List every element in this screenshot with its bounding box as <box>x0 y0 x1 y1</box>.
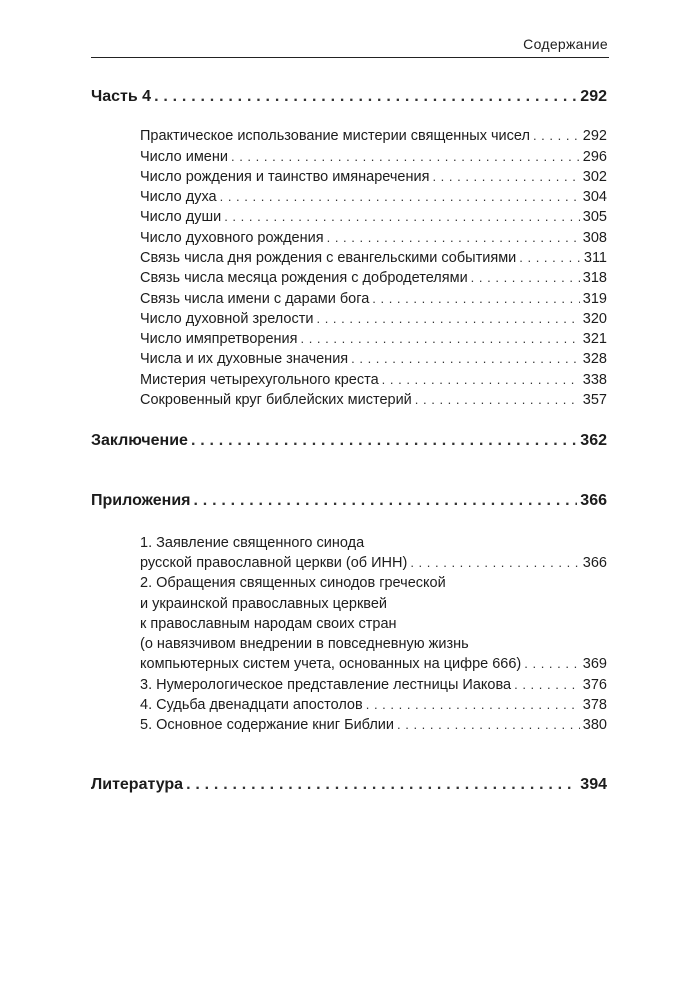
toc-item-page: 302 <box>582 169 607 185</box>
toc-item-title: Число имени <box>140 149 228 165</box>
toc-item[interactable] <box>140 372 607 388</box>
toc-item-page: 338 <box>582 372 607 388</box>
dot-leader <box>327 230 580 245</box>
appendix-4[interactable] <box>140 697 607 713</box>
toc-item[interactable] <box>140 149 607 165</box>
appendix-2-page: 369 <box>582 656 607 672</box>
toc-item[interactable] <box>140 311 607 327</box>
toc-item-title: Связь числа имени с дарами бога <box>140 291 370 307</box>
toc-item[interactable] <box>140 351 607 367</box>
dot-leader <box>372 291 580 306</box>
dot-leader <box>397 717 580 732</box>
toc-item[interactable] <box>140 230 607 246</box>
toc-item-page: 296 <box>582 149 607 165</box>
appendix-5[interactable] <box>140 717 607 733</box>
dot-leader <box>524 656 580 671</box>
toc-item-page: 311 <box>583 250 607 266</box>
toc-item[interactable] <box>140 250 607 266</box>
toc-item-title: Связь числа дня рождения с евангельскими событиями <box>140 250 517 266</box>
dot-leader <box>231 149 580 164</box>
toc-literature[interactable] <box>91 776 607 794</box>
toc-part-4-page: 292 <box>580 88 607 105</box>
header-rule <box>91 57 609 58</box>
dot-leader <box>366 697 580 712</box>
dot-leader <box>415 392 580 407</box>
toc-item-title: Число имяпретворения <box>140 331 298 347</box>
appendix-3-page: 376 <box>582 677 607 693</box>
appendix-1-line-2: русской православной церкви (об ИНН) <box>140 555 408 571</box>
toc-appendices[interactable] <box>91 492 607 510</box>
appendix-3[interactable] <box>140 677 607 693</box>
appendix-3-title: 3. Нумерологическое представление лестницы Иакова <box>140 677 512 693</box>
toc-item[interactable] <box>140 331 607 347</box>
toc-item-page: 292 <box>582 128 607 144</box>
toc-item-page: 305 <box>582 209 607 225</box>
toc-item[interactable] <box>140 189 607 205</box>
appendix-2[interactable] <box>140 656 607 672</box>
toc-appendices-label: Приложения <box>91 492 191 509</box>
appendix-4-page: 378 <box>582 697 607 713</box>
appendix-2-line-1: 2. Обращения священных синодов греческой <box>140 575 446 591</box>
toc-item-page: 308 <box>582 230 607 246</box>
toc-part-4-label: Часть 4 <box>91 88 152 105</box>
toc-item[interactable] <box>140 209 607 225</box>
toc-item-title: Число духовной зрелости <box>140 311 314 327</box>
dot-leader <box>514 677 580 692</box>
dot-leader <box>382 372 580 387</box>
appendix-2-line-5: компьютерных систем учета, основанных на цифре 666) <box>140 656 522 672</box>
toc-item-page: 328 <box>582 351 607 367</box>
appendix-1-line-1: 1. Заявление священного синода <box>140 535 365 551</box>
toc-item-page: 304 <box>582 189 607 205</box>
toc-item[interactable] <box>140 270 607 286</box>
dot-leader <box>316 311 579 326</box>
dot-leader <box>191 432 577 450</box>
toc-item[interactable] <box>140 291 607 307</box>
toc-conclusion-page: 362 <box>580 432 607 449</box>
toc-literature-page: 394 <box>580 776 607 793</box>
toc-item-page: 357 <box>582 392 607 408</box>
toc-literature-label: Литература <box>91 776 184 793</box>
toc-item-title: Число духа <box>140 189 217 205</box>
toc-item[interactable] <box>140 128 607 144</box>
toc-item-title: Числа и их духовные значения <box>140 351 349 367</box>
toc-item-title: Связь числа месяца рождения с добродетелями <box>140 270 468 286</box>
appendix-2-line-4: (о навязчивом внедрении в повседневную жизнь <box>140 636 469 652</box>
toc-item-title: Практическое использование мистерии священных чисел <box>140 128 530 144</box>
dot-leader <box>533 128 580 143</box>
appendix-2-line-3: к православным народам своих стран <box>140 616 397 632</box>
dot-leader <box>300 331 579 346</box>
toc-item-title: Сокровенный круг библейских мистерий <box>140 392 412 408</box>
dot-leader <box>220 189 580 204</box>
running-head: Содержание <box>523 36 608 52</box>
appendix-5-title: 5. Основное содержание книг Библии <box>140 717 394 733</box>
toc-item-title: Число рождения и таинство имянаречения <box>140 169 430 185</box>
appendix-1-page: 366 <box>582 555 607 571</box>
dot-leader <box>519 250 581 265</box>
dot-leader <box>224 209 580 224</box>
dot-leader <box>432 169 579 184</box>
toc-conclusion[interactable] <box>91 432 607 450</box>
toc-item-title: Число души <box>140 209 222 225</box>
appendix-1[interactable] <box>140 555 607 571</box>
dot-leader <box>186 776 577 794</box>
toc-item-page: 319 <box>582 291 607 307</box>
toc-item[interactable] <box>140 169 607 185</box>
toc-item[interactable] <box>140 392 607 408</box>
dot-leader <box>410 555 579 570</box>
toc-appendices-page: 366 <box>580 492 607 509</box>
dot-leader <box>154 88 577 106</box>
toc-part-4[interactable] <box>91 88 607 106</box>
toc-item-title: Число духовного рождения <box>140 230 324 246</box>
appendix-5-page: 380 <box>582 717 607 733</box>
appendix-4-title: 4. Судьба двенадцати апостолов <box>140 697 363 713</box>
dot-leader <box>351 351 580 366</box>
toc-item-page: 320 <box>582 311 607 327</box>
toc-item-page: 318 <box>582 270 607 286</box>
toc-conclusion-label: Заключение <box>91 432 188 449</box>
toc-item-title: Мистерия четырехугольного креста <box>140 372 379 388</box>
appendix-2-line-2: и украинской православных церквей <box>140 596 387 612</box>
dot-leader <box>194 492 578 510</box>
dot-leader <box>471 270 580 285</box>
toc-item-page: 321 <box>582 331 607 347</box>
